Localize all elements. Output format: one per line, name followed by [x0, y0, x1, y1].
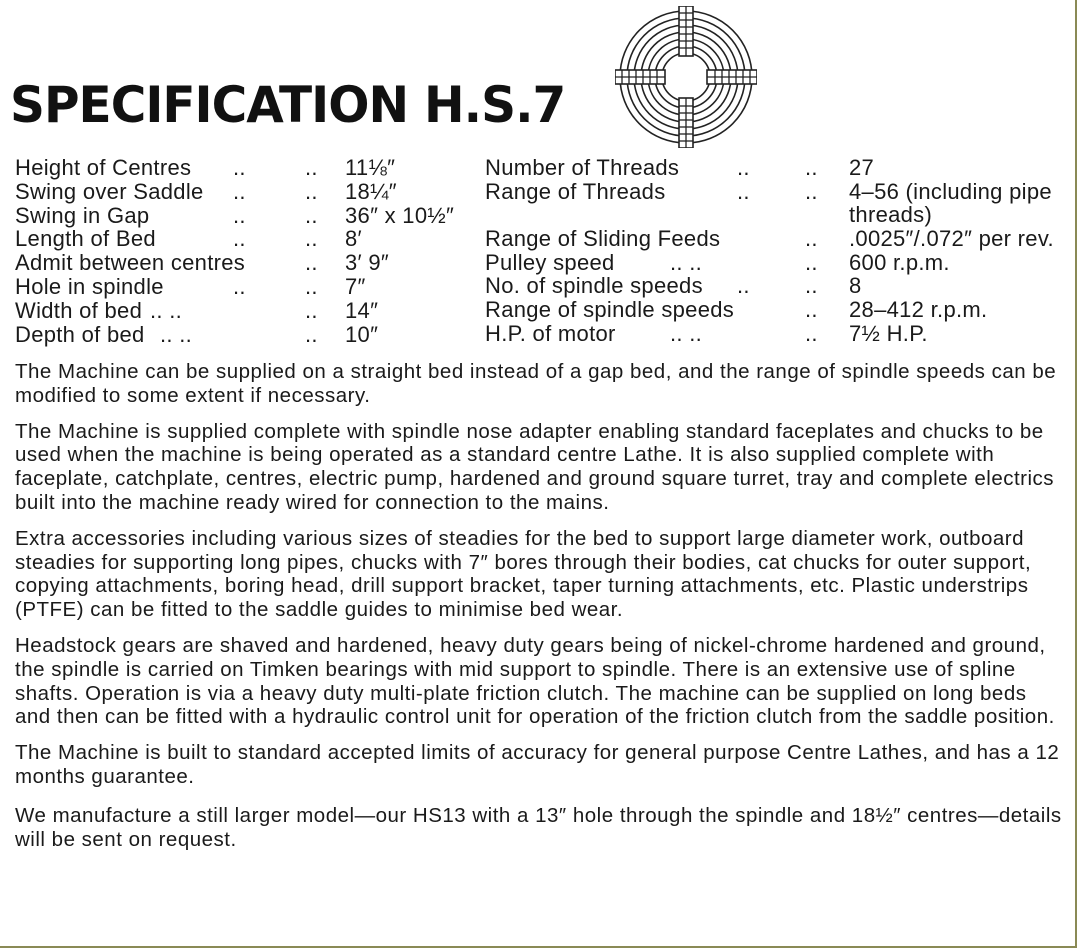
description-body: [15, 360, 1065, 863]
spec-label: H.P. of motor: [485, 320, 616, 346]
spec-value: 18¼″: [345, 178, 397, 204]
leader-dots: ..: [805, 178, 818, 204]
spec-label: Width of bed: [15, 297, 143, 323]
leader-dots: ..: [233, 273, 246, 299]
page-title: SPECIFICATION H.S.7: [10, 76, 566, 134]
leader-dots: ..: [305, 178, 318, 204]
leader-dots: ..: [305, 321, 318, 347]
spec-label: Range of Threads: [485, 178, 666, 204]
spec-value: .0025″/.072″ per rev.: [849, 225, 1054, 251]
spec-value: 10″: [345, 321, 379, 347]
spec-label: Depth of bed: [15, 321, 145, 347]
leader-dots: ..: [233, 226, 246, 252]
leader-dots: ..: [805, 297, 818, 323]
leader-dots: ..: [233, 155, 246, 180]
leader-dots: ..: [805, 320, 818, 346]
paragraph-larger-model: We manufacture a still larger model—our HS13 with a 13″ hole through the spindle and 18½″ centres—details will be sent on request.: [15, 803, 1062, 851]
paragraph-bed-options: The Machine can be supplied on a straight bed instead of a gap bed, and the range of spindle speeds can be modified to some extent if necessary.: [15, 360, 1057, 407]
leader-dots: .. ..: [160, 321, 193, 347]
paragraph-accuracy-guarantee: The Machine is built to standard accepted limits of accuracy for general purpose Centre Lathes, and has a 12 months guarantee.: [15, 741, 1060, 788]
leader-dots: ..: [305, 273, 318, 299]
spec-value: 27: [849, 155, 875, 180]
leader-dots: ..: [305, 202, 318, 228]
spec-value: 7″: [345, 273, 366, 299]
spec-value: 28–412 r.p.m.: [849, 297, 988, 323]
concentric-threads-target-icon: [615, 6, 757, 148]
spec-value: 8′: [345, 226, 362, 252]
spec-value: 14″: [345, 297, 379, 323]
spec-label: Swing in Gap: [15, 202, 150, 228]
leader-dots: ..: [305, 297, 318, 323]
spec-label: Swing over Saddle: [15, 178, 204, 204]
spec-value: 8: [849, 273, 862, 299]
spec-value: 600 r.p.m.: [849, 249, 950, 275]
leader-dots: .. ..: [150, 297, 183, 323]
leader-dots: ..: [233, 178, 246, 204]
leader-dots: ..: [737, 273, 750, 299]
leader-dots: ..: [805, 249, 818, 275]
spec-label: Range of Sliding Feeds: [485, 225, 721, 251]
spec-label: Number of Threads: [485, 155, 680, 180]
spec-label: Range of spindle speeds: [485, 297, 735, 323]
leader-dots: ..: [805, 155, 818, 180]
spec-value: 4–56 (including pipe threads): [849, 178, 1052, 227]
leader-dots: ..: [805, 273, 818, 299]
spec-label: Height of Centres: [15, 155, 192, 180]
paragraph-supplied-complete: The Machine is supplied complete with spindle nose adapter enabling standard faceplates and chucks to be used when the machine is being operated as a standard centre Lathe. It is also supplied complete with faceplate, catchplate, centres, electric pump, hardened and ground square turret, tray and complete electrics built into the machine ready wired for connection to the mains.: [15, 419, 1055, 514]
spec-value: 7½ H.P.: [849, 320, 928, 346]
spec-value: 36″ x 10½″: [345, 202, 455, 228]
spec-label: No. of spindle speeds: [485, 273, 703, 299]
leader-dots: ..: [305, 155, 318, 180]
leader-dots: .. ..: [670, 320, 703, 346]
spec-label: Length of Bed: [15, 226, 156, 252]
paragraph-extra-accessories: Extra accessories including various sizes of steadies for the bed to support large diameter work, outboard steadies for supporting long pipes, chucks with 7″ bores through their bodies, cat chucks for outer support, copying attachments, boring head, drill support bracket, taper turning attachments, etc. Plastic understrips (PTFE) can be fitted to the saddle guides to minimise bed wear.: [15, 526, 1032, 622]
leader-dots: ..: [737, 178, 750, 204]
leader-dots: .. ..: [670, 249, 703, 275]
leader-dots: ..: [233, 202, 246, 228]
spec-label: Pulley speed: [485, 249, 615, 275]
leader-dots: ..: [805, 225, 818, 251]
spec-value: 3′ 9″: [345, 250, 389, 276]
spec-label: Hole in spindle: [15, 273, 164, 299]
paragraph-headstock-gears: Headstock gears are shaved and hardened, heavy duty gears being of nickel-chrome hardened and ground, the spindle is carried on Timken bearings with mid support to spindle. There is an extensive use of spline shafts. Operation is via a heavy duty multi-plate friction clutch. The machine can be supplied on long beds and then can be fitted with a hydraulic control unit for operation of the friction clutch from the saddle position.: [15, 633, 1055, 729]
leader-dots: ..: [737, 155, 750, 180]
spec-label: Admit between centres: [15, 250, 246, 276]
spec-value: 11⅛″: [345, 155, 396, 180]
leader-dots: ..: [305, 250, 318, 276]
leader-dots: ..: [305, 226, 318, 252]
